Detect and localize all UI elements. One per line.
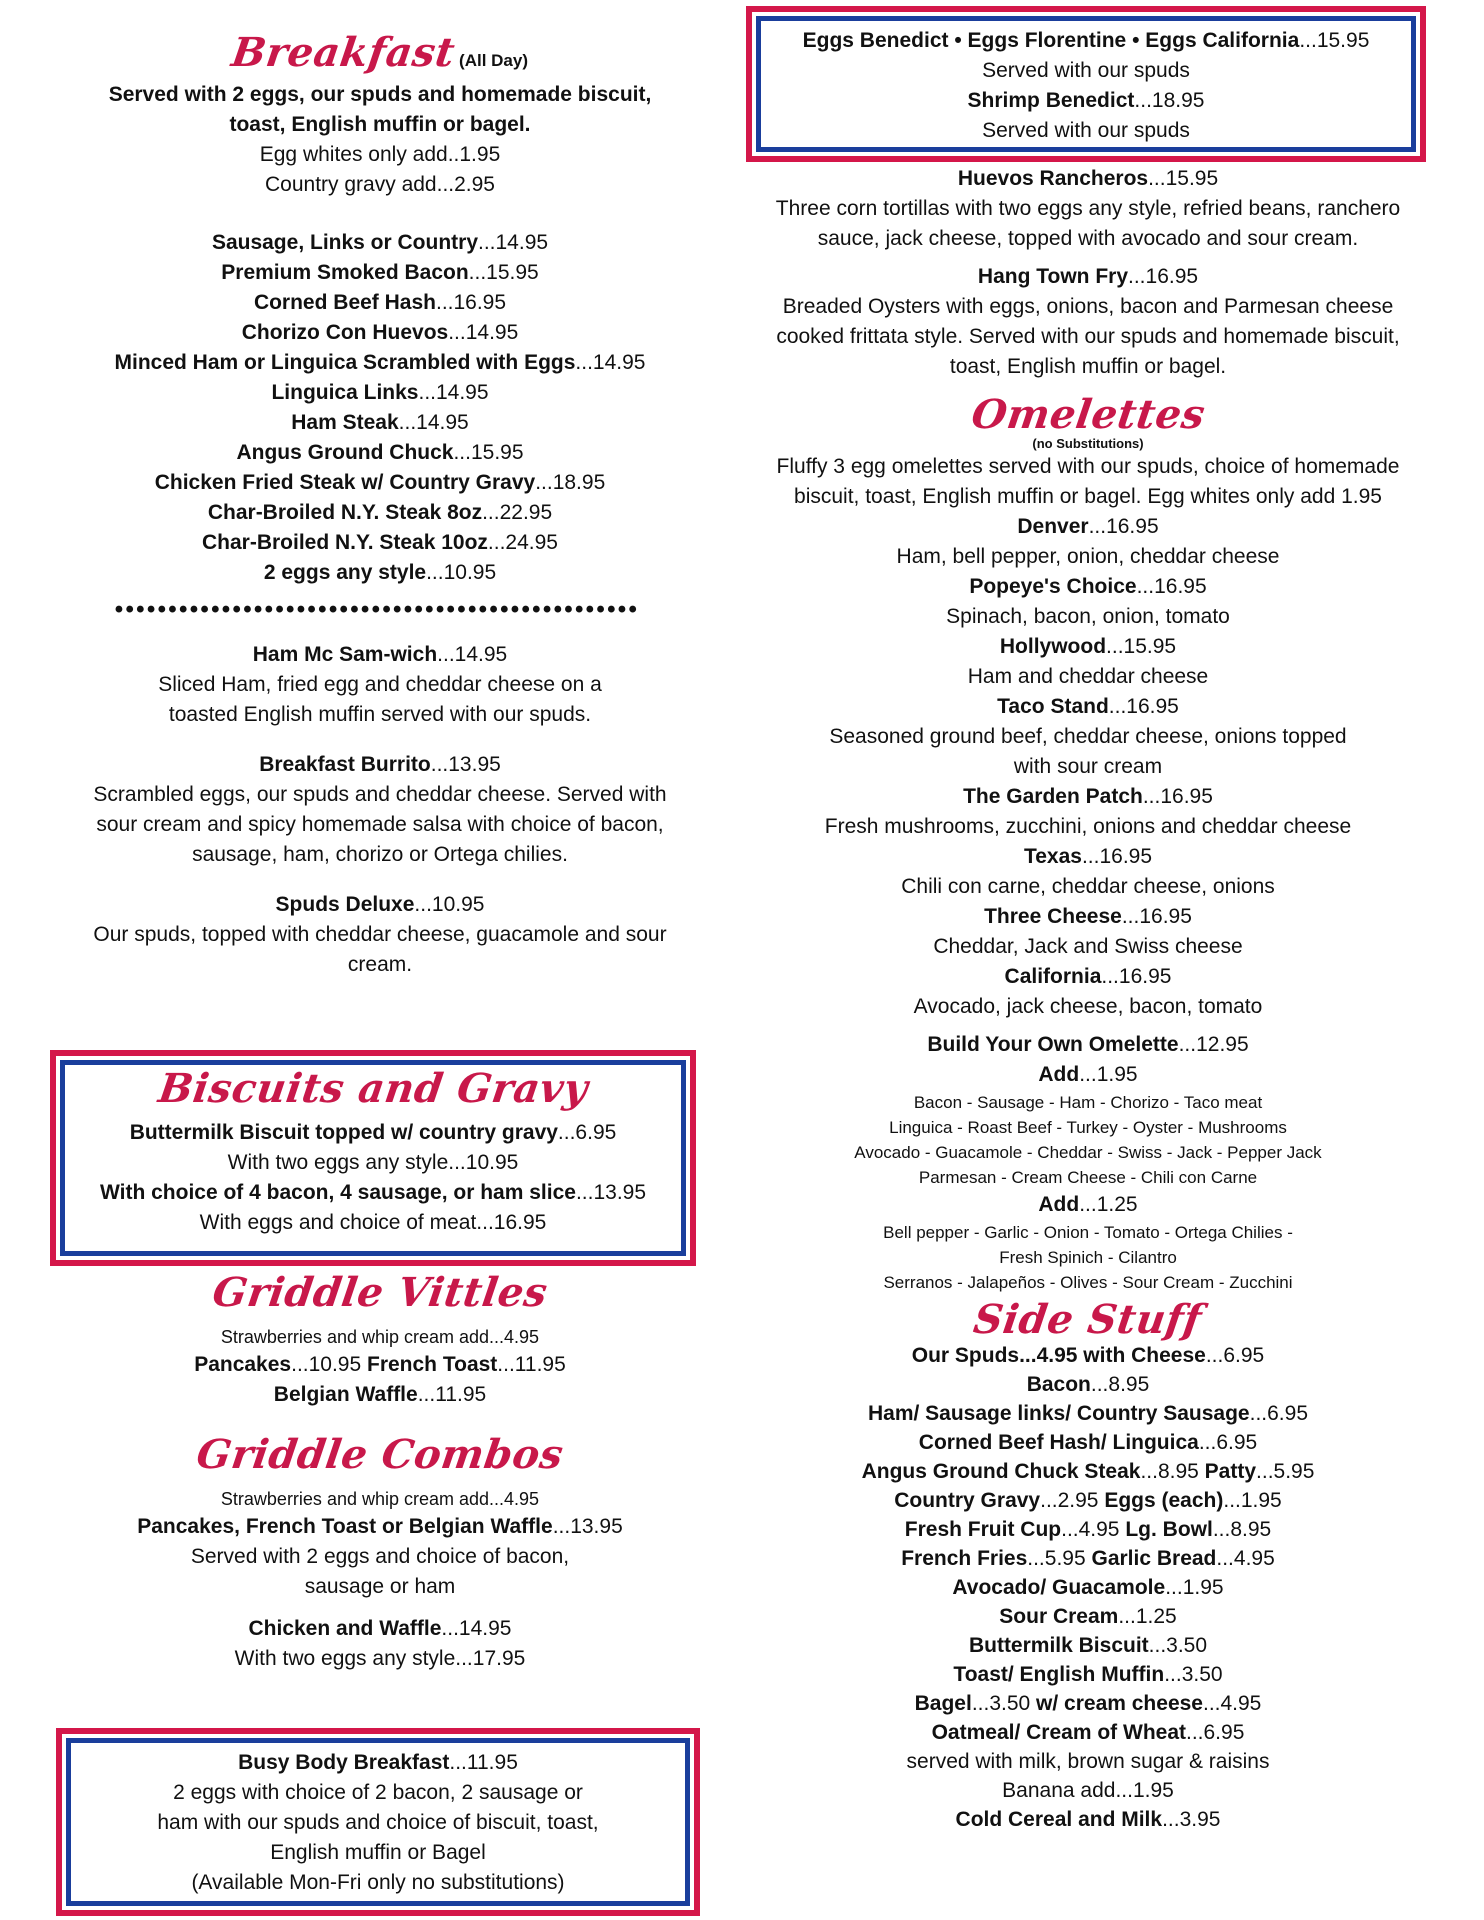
item-description: Three corn tortillas with two eggs any style, refried beans, ranchero — [775, 197, 1401, 220]
item-description: Served with 2 eggs and choice of bacon, — [190, 1545, 570, 1568]
menu-item: Eggs Benedict • Eggs Florentine • Eggs California...15.95 — [802, 29, 1370, 52]
menu-item: Minced Ham or Linguica Scrambled with Eggs...14.95 — [114, 351, 646, 374]
item-description: sausage, ham, chorizo or Ortega chilies. — [192, 843, 568, 866]
griddle-combos-title: Griddle Combos — [193, 1431, 567, 1478]
menu-item: Sausage, Links or Country...14.95 — [211, 231, 549, 254]
omelette-description: Spinach, bacon, onion, tomato — [946, 605, 1230, 628]
side-item: Sour Cream...1.25 — [999, 1605, 1177, 1628]
menu-item: Char-Broiled N.Y. Steak 8oz...22.95 — [207, 501, 553, 524]
addon-list: Serranos - Jalapeños - Olives - Sour Cream - Zucchini — [883, 1273, 1293, 1292]
addon-list: Avocado - Guacamole - Cheddar - Swiss - Jack - Pepper Jack — [854, 1143, 1322, 1162]
side-item: Bagel...3.50 w/ cream cheese...4.95 — [914, 1692, 1262, 1715]
sides-list — [748, 1341, 1428, 1834]
side-item: Avocado/ Guacamole...1.95 — [952, 1576, 1224, 1599]
item-description: Served with our spuds — [982, 59, 1190, 82]
side-item: Bacon...8.95 — [1026, 1373, 1150, 1396]
omelettes-title: Omelettes — [968, 391, 1208, 438]
biscuits-gravy-content — [56, 1064, 690, 1238]
side-item: Ham/ Sausage links/ Country Sausage...6.95 — [867, 1402, 1309, 1425]
egg-whites-note: Egg whites only add..1.95 — [259, 143, 501, 166]
menu-item: Breakfast Burrito...13.95 — [259, 753, 501, 776]
menu-item: Pancakes, French Toast or Belgian Waffle...13.95 — [137, 1515, 623, 1538]
side-item: Oatmeal/ Cream of Wheat...6.95 — [931, 1721, 1245, 1744]
breakfast-title: Breakfast — [228, 29, 458, 76]
addon-list: Fresh Spinich - Cilantro — [999, 1248, 1177, 1267]
omelette-description: Ham and cheddar cheese — [967, 665, 1209, 688]
item-description: Scrambled eggs, our spuds and cheddar cheese. Served with — [93, 783, 667, 806]
menu-item: Char-Broiled N.Y. Steak 10oz...24.95 — [202, 531, 558, 554]
breakfast-subtitle: (All Day) — [459, 51, 528, 70]
item-description: (Available Mon-Fri only no substitutions) — [191, 1871, 565, 1894]
omelette-description: Fresh mushrooms, zucchini, onions and cheddar cheese — [824, 815, 1352, 838]
omelette-description: Seasoned ground beef, cheddar cheese, onions topped — [829, 725, 1347, 748]
menu-item: Chorizo Con Huevos...14.95 — [241, 321, 519, 344]
menu-item: Linguica Links...14.95 — [271, 381, 489, 404]
side-item: Country Gravy...2.95 Eggs (each)...1.95 — [894, 1489, 1282, 1512]
addon-list: Bacon - Sausage - Ham - Chorizo - Taco meat — [913, 1093, 1263, 1112]
breakfast-header — [70, 28, 690, 80]
omelette-item: California...16.95 — [1004, 965, 1172, 988]
item-description: With eggs and choice of meat...16.95 — [199, 1211, 547, 1234]
side-item: Angus Ground Chuck Steak...8.95 Patty...5.95 — [861, 1460, 1315, 1483]
menu-item: Angus Ground Chuck...15.95 — [236, 441, 524, 464]
item-description: Our spuds, topped with cheddar cheese, guacamole and sour — [93, 923, 667, 946]
side-item: Cold Cereal and Milk...3.95 — [955, 1808, 1221, 1831]
omelette-item: Taco Stand...16.95 — [997, 695, 1179, 718]
item-description: cooked frittata style. Served with our spuds and homemade biscuit, — [776, 325, 1400, 348]
item-description: With two eggs any style...17.95 — [234, 1647, 526, 1670]
side-item: Buttermilk Biscuit...3.50 — [968, 1634, 1208, 1657]
omelettes-intro: biscuit, toast, English muffin or bagel. Egg whites only add 1.95 — [794, 485, 1382, 508]
item-description: Served with our spuds — [982, 119, 1190, 142]
omelette-description: Avocado, jack cheese, bacon, tomato — [913, 995, 1263, 1018]
menu-item: 2 eggs any style...10.95 — [263, 561, 497, 584]
item-description: sour cream and spicy homemade salsa with choice of bacon, — [96, 813, 664, 836]
menu-item: Chicken Fried Steak w/ Country Gravy...18.95 — [154, 471, 606, 494]
omelettes-subtitle: (no Substitutions) — [1032, 436, 1144, 451]
item-description: cream. — [347, 953, 413, 976]
menu-item: Spuds Deluxe...10.95 — [275, 893, 485, 916]
omelette-description: Cheddar, Jack and Swiss cheese — [933, 935, 1243, 958]
item-description: ham with our spuds and choice of biscuit, toast, — [157, 1811, 599, 1834]
breakfast-items — [70, 228, 690, 588]
omelette-item: The Garden Patch...16.95 — [963, 785, 1213, 808]
busy-body-content — [62, 1748, 694, 1898]
side-item: Fresh Fruit Cup...4.95 Lg. Bowl...8.95 — [904, 1518, 1272, 1541]
benedict-box — [746, 6, 1426, 162]
menu-item: Shrimp Benedict...18.95 — [967, 89, 1205, 112]
left-column — [70, 0, 690, 980]
menu-item: Hang Town Fry...16.95 — [977, 265, 1199, 288]
dotted-divider: ••••••••••••••••••••••••••••••••••••••••••••••••• — [114, 600, 640, 620]
addon-list: Linguica - Roast Beef - Turkey - Oyster - Mushrooms — [889, 1118, 1287, 1137]
side-item: Toast/ English Muffin...3.50 — [953, 1663, 1223, 1686]
menu-item: Buttermilk Biscuit topped w/ country gravy...6.95 — [129, 1121, 617, 1144]
breakfast-intro: Served with 2 eggs, our spuds and homemade biscuit, — [108, 83, 652, 106]
omelette-description: Chili con carne, cheddar cheese, onions — [901, 875, 1275, 898]
omelette-item: Build Your Own Omelette...12.95 — [927, 1033, 1249, 1056]
benedict-content — [752, 26, 1420, 146]
menu-item: Pancakes...10.95 French Toast...11.95 — [194, 1353, 566, 1376]
gravy-note: Country gravy add...2.95 — [265, 173, 495, 196]
menu-item: Busy Body Breakfast...11.95 — [238, 1751, 518, 1774]
biscuits-gravy-title: Biscuits and Gravy — [155, 1065, 591, 1112]
omelette-item: Popeye's Choice...16.95 — [969, 575, 1207, 598]
omelette-description: Ham, bell pepper, onion, cheddar cheese — [896, 545, 1280, 568]
item-description: sausage or ham — [304, 1575, 456, 1598]
menu-item: With choice of 4 bacon, 4 sausage, or ham slice...13.95 — [99, 1181, 647, 1204]
menu-item: Ham Steak...14.95 — [291, 411, 469, 434]
omelette-item: Texas...16.95 — [1023, 845, 1153, 868]
omelettes-intro: Fluffy 3 egg omelettes served with our spuds, choice of homemade — [776, 455, 1400, 478]
menu-item: Corned Beef Hash...16.95 — [253, 291, 507, 314]
biscuits-gravy-box — [50, 1050, 696, 1266]
side-item: Our Spuds...4.95 with Cheese...6.95 — [911, 1344, 1265, 1367]
item-description: English muffin or Bagel — [270, 1841, 486, 1864]
omelette-item: Denver...16.95 — [1017, 515, 1159, 538]
griddle-section — [70, 1268, 690, 1674]
omelette-item: Three Cheese...16.95 — [984, 905, 1192, 928]
add-price: Add...1.25 — [1038, 1193, 1138, 1216]
menu-item: Belgian Waffle...11.95 — [273, 1383, 487, 1406]
menu-item: Ham Mc Sam-wich...14.95 — [252, 643, 508, 666]
item-description: toast, English muffin or bagel. — [949, 355, 1227, 378]
add-price: Add...1.95 — [1038, 1063, 1138, 1086]
side-item: Corned Beef Hash/ Linguica...6.95 — [918, 1431, 1258, 1454]
item-description: Breaded Oysters with eggs, onions, bacon and Parmesan cheese — [782, 295, 1394, 318]
omelette-item: Hollywood...15.95 — [999, 635, 1177, 658]
item-description: sauce, jack cheese, topped with avocado and sour cream. — [817, 227, 1359, 250]
omelette-description: with sour cream — [1013, 755, 1163, 778]
item-description: toasted English muffin served with our spuds. — [168, 703, 592, 726]
addon-list: Bell pepper - Garlic - Onion - Tomato - Ortega Chilies - — [883, 1223, 1293, 1242]
addon-list: Parmesan - Cream Cheese - Chili con Carne — [918, 1168, 1258, 1187]
menu-item: Chicken and Waffle...14.95 — [248, 1617, 512, 1640]
busy-body-box — [56, 1728, 700, 1916]
menu-item: Huevos Rancheros...15.95 — [957, 167, 1219, 190]
griddle-note: Strawberries and whip cream add...4.95 — [220, 1489, 540, 1509]
right-column — [748, 164, 1428, 1834]
side-description: Banana add...1.95 — [1002, 1779, 1174, 1802]
menu-item: Premium Smoked Bacon...15.95 — [221, 261, 539, 284]
side-description: served with milk, brown sugar & raisins — [906, 1750, 1270, 1773]
griddle-note: Strawberries and whip cream add...4.95 — [220, 1327, 540, 1347]
side-item: French Fries...5.95 Garlic Bread...4.95 — [901, 1547, 1275, 1570]
side-stuff-title: Side Stuff — [971, 1296, 1206, 1343]
breakfast-intro: toast, English muffin or bagel. — [229, 113, 531, 136]
griddle-vittles-title: Griddle Vittles — [209, 1269, 551, 1316]
item-description: 2 eggs with choice of 2 bacon, 2 sausage or — [173, 1781, 583, 1804]
item-description: With two eggs any style...10.95 — [227, 1151, 519, 1174]
item-description: Sliced Ham, fried egg and cheddar cheese on a — [158, 673, 602, 696]
